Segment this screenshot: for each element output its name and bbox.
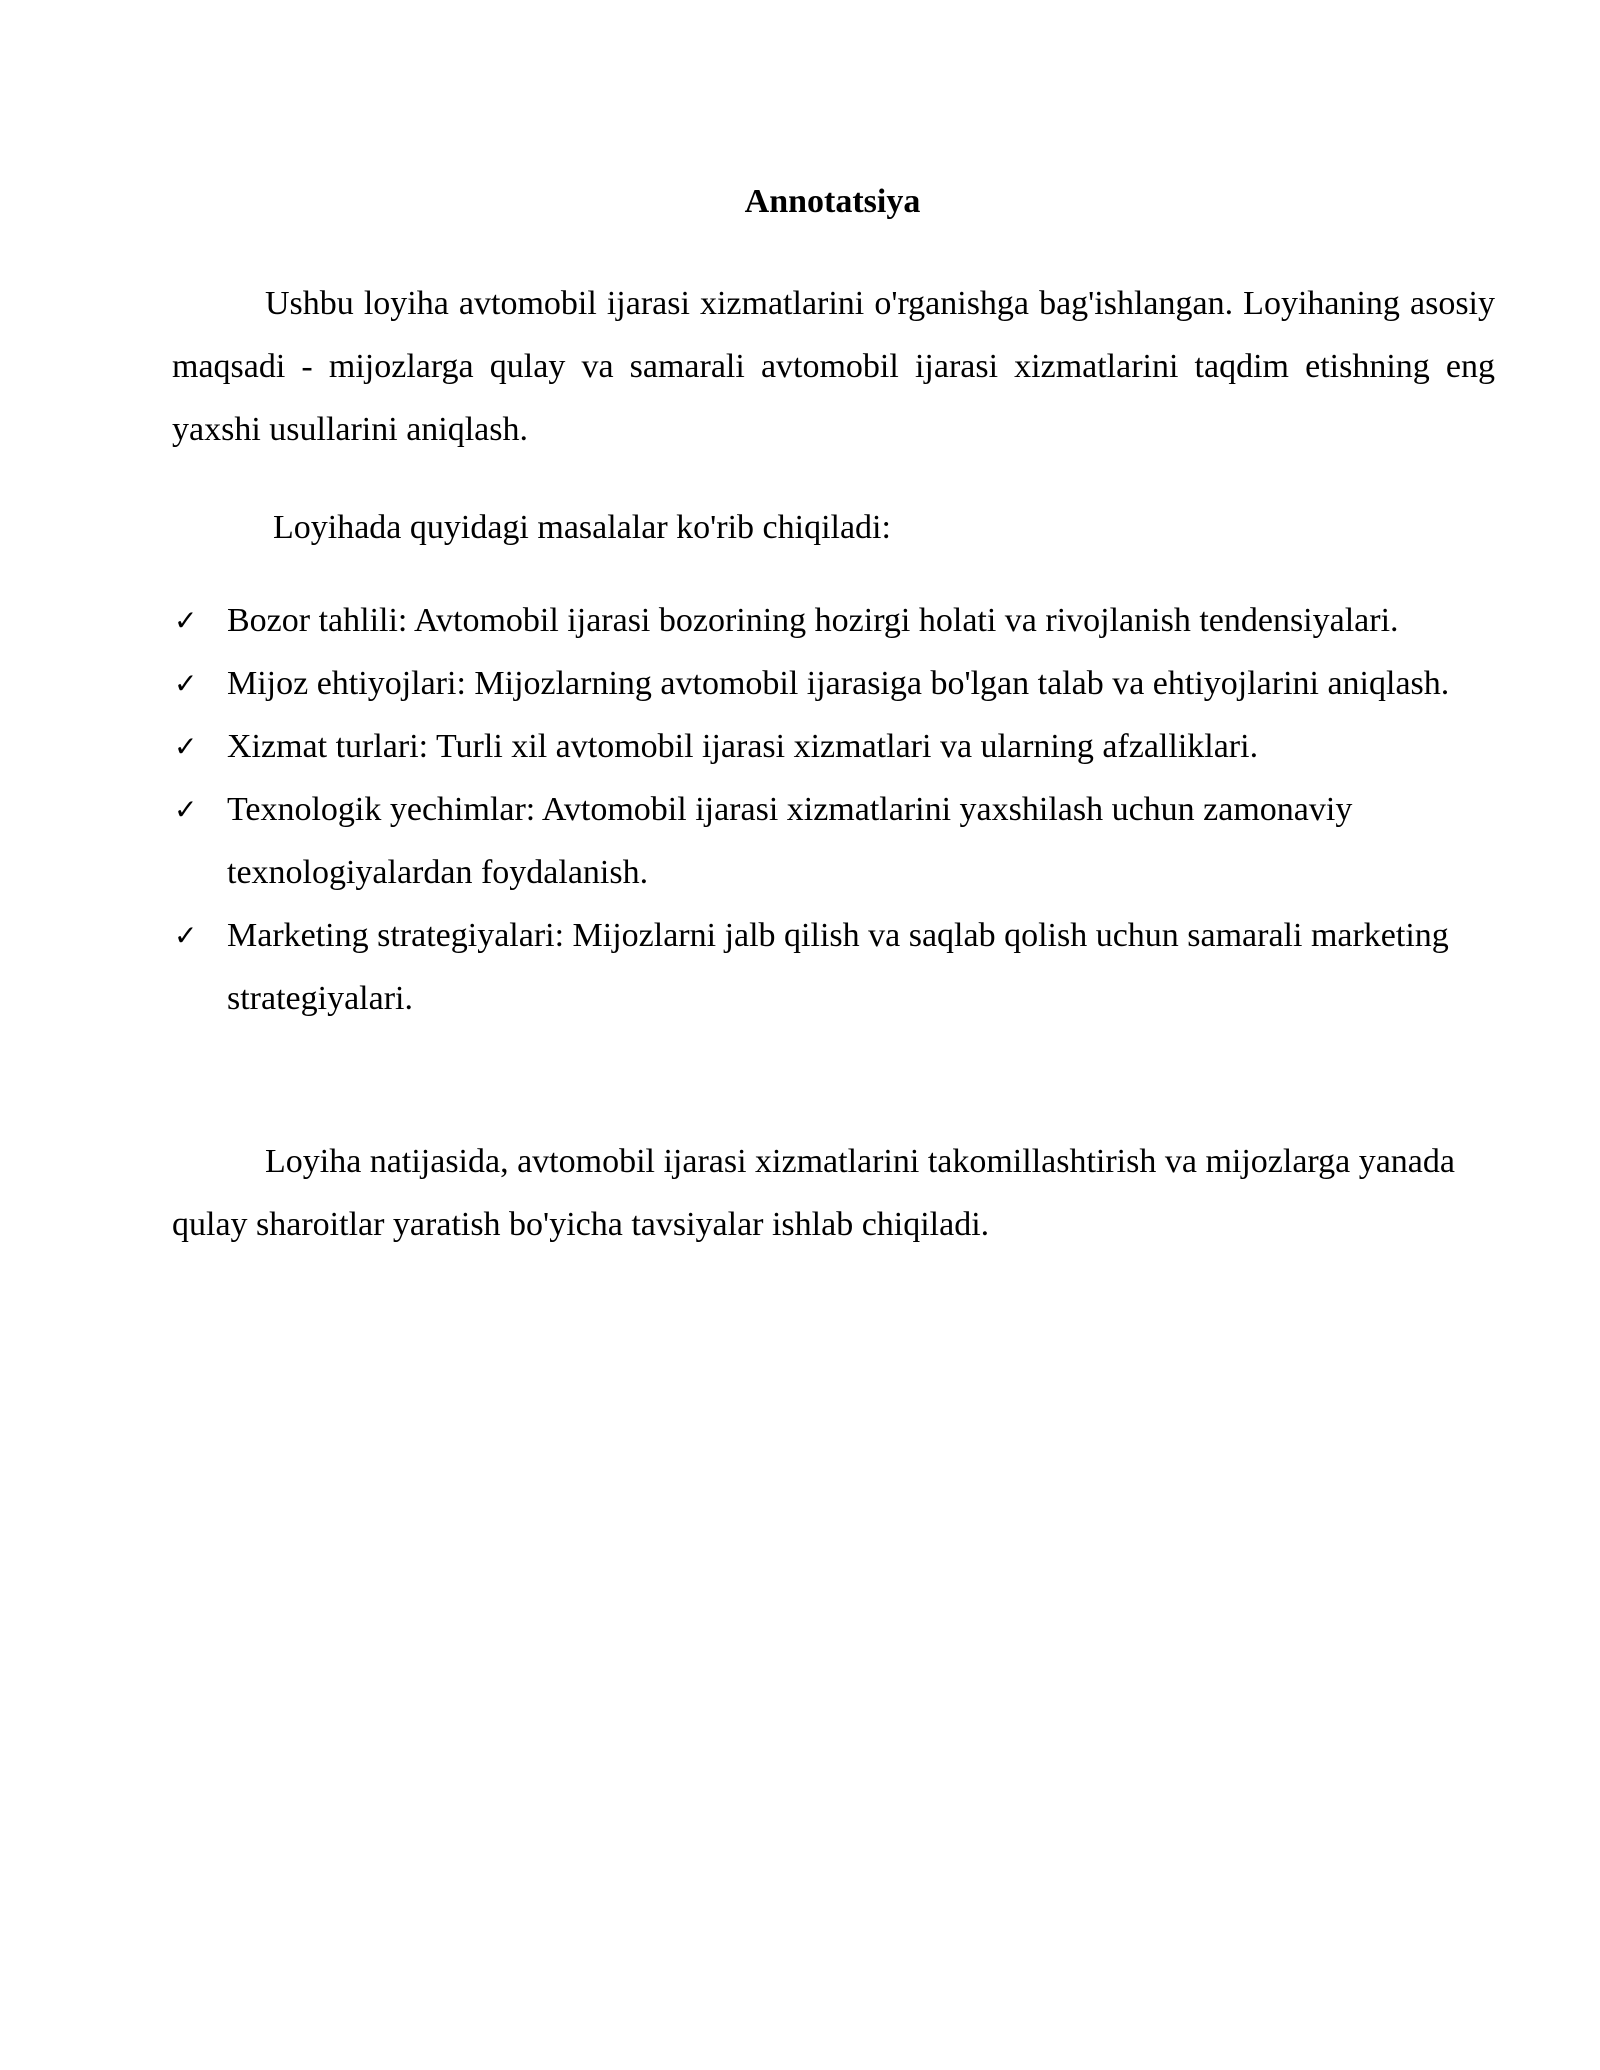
list-item — [172, 715, 1502, 778]
list-item-text: Mijoz ehtiyojlari: Mijozlarning avtomobil ijarasiga bo'lgan talab va ehtiyojlarini aniqlash. — [227, 665, 1450, 702]
intro-paragraph: Ushbu loyiha avtomobil ijarasi xizmatlarini o'rganishga bag'ishlangan. Loyihaning asosiy maqsadi - mijozlarga qulay va samarali avtomobil ijarasi xizmatlarini taqdim etishning eng yaxshi usullarini aniqlash. — [172, 285, 1495, 448]
list-item-text: Bozor tahlili: Avtomobil ijarasi bozorining hozirgi holati va rivojlanish tendensiyalari. — [227, 602, 1399, 639]
check-mark-icon: ✓ — [174, 730, 198, 763]
list-item — [172, 904, 1502, 1030]
document-title: Annotatsiya — [744, 183, 921, 220]
check-mark-icon: ✓ — [174, 667, 198, 700]
check-mark-icon: ✓ — [174, 919, 198, 952]
list-item — [172, 652, 1502, 715]
list-intro: Loyihada quyidagi masalalar ko'rib chiqiladi: — [273, 509, 891, 546]
conclusion-paragraph: Loyiha natijasida, avtomobil ijarasi xizmatlarini takomillashtirish va mijozlarga yanada qulay sharoitlar yaratish bo'yicha tavsiyalar ishlab chiqiladi. — [172, 1143, 1455, 1243]
list-item-text: Xizmat turlari: Turli xil avtomobil ijarasi xizmatlari va ularning afzalliklari. — [227, 728, 1259, 765]
list-item-text: Texnologik yechimlar: Avtomobil ijarasi xizmatlarini yaxshilash uchun zamonaviy texnologiyalardan foydalanish. — [227, 791, 1353, 891]
check-mark-icon: ✓ — [174, 793, 198, 826]
list-item — [172, 589, 1502, 652]
list-item — [172, 778, 1502, 904]
check-mark-icon: ✓ — [174, 604, 198, 637]
topics-list — [172, 589, 1502, 1030]
list-item-text: Marketing strategiyalari: Mijozlarni jalb qilish va saqlab qolish uchun samarali marketing strategiyalari. — [227, 917, 1449, 1017]
